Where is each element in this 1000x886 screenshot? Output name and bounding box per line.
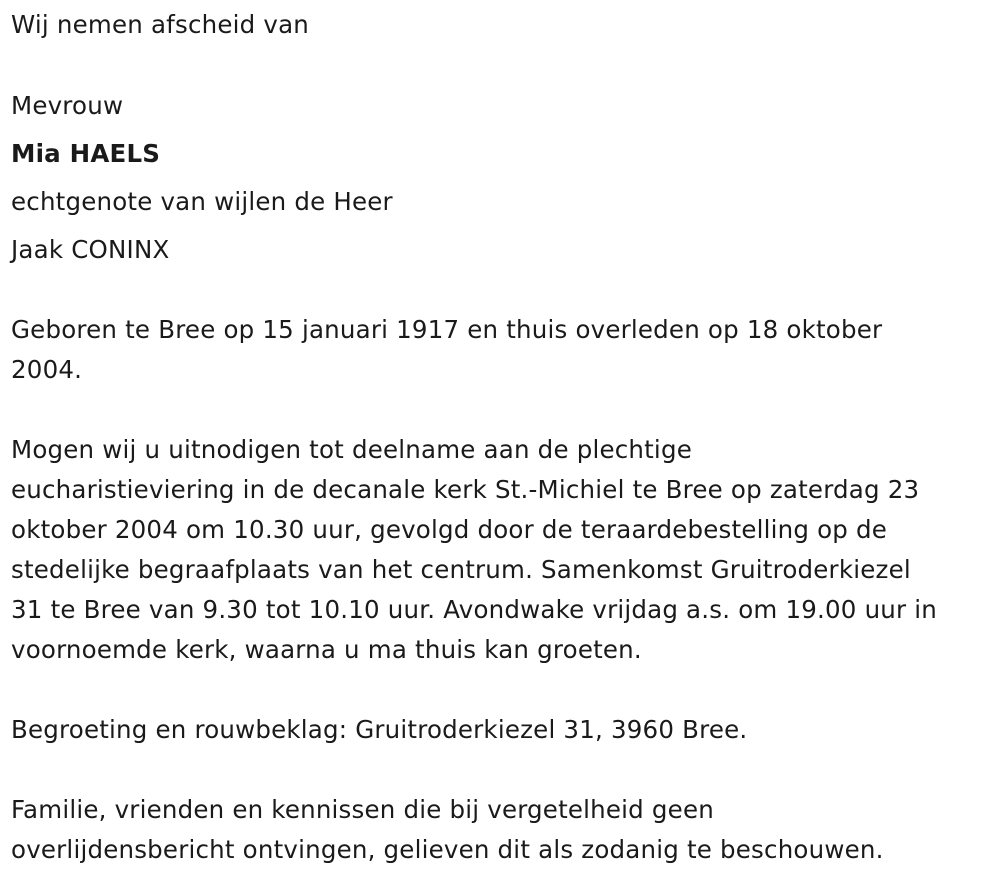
condolences-text: Begroeting en rouwbeklag: Gruitroderkiezel 31, 3960 Bree. xyxy=(11,715,748,744)
spouse-name: Jaak CONINX xyxy=(11,235,170,264)
closing-line-2: overlijdensbericht ontvingen, gelieven dit als zodanig te beschouwen. xyxy=(11,835,884,864)
salutation-text: Mevrouw xyxy=(11,91,124,120)
closing-line-1: Familie, vrienden en kennissen die bij vergetelheid geen xyxy=(11,795,714,824)
ceremony-line-2: eucharistieviering in de decanale kerk St.-Michiel te Bree op zaterdag 23 xyxy=(11,475,920,504)
birth-death-line-1: Geboren te Bree op 15 januari 1917 en thuis overleden op 18 oktober xyxy=(11,315,883,344)
ceremony-line-5: 31 te Bree van 9.30 tot 10.10 uur. Avondwake vrijdag a.s. om 19.00 uur in xyxy=(11,595,938,624)
deceased-name: Mia HAELS xyxy=(11,139,161,168)
birth-death-line-2: 2004. xyxy=(11,355,83,384)
intro-text: Wij nemen afscheid van xyxy=(11,10,310,39)
ceremony-line-1: Mogen wij u uitnodigen tot deelname aan de plechtige xyxy=(11,435,692,464)
ceremony-line-4: stedelijke begraafplaats van het centrum. Samenkomst Gruitroderkiezel xyxy=(11,555,911,584)
ceremony-line-3: oktober 2004 om 10.30 uur, gevolgd door de teraardebestelling op de xyxy=(11,515,888,544)
spouse-relation-text: echtgenote van wijlen de Heer xyxy=(11,187,393,216)
ceremony-line-6: voornoemde kerk, waarna u ma thuis kan groeten. xyxy=(11,635,642,664)
